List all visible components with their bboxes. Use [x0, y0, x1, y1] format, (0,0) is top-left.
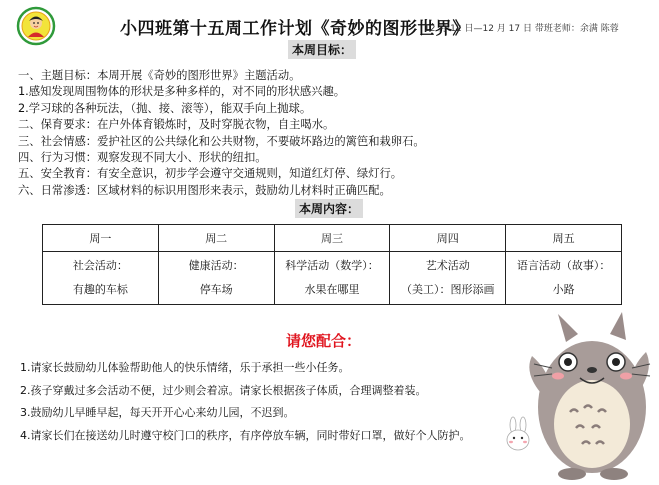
activity-title: 小路 — [552, 283, 575, 296]
table-header-row — [43, 225, 622, 252]
day-header: 周一 — [43, 225, 159, 252]
page-title: 小四班第十五周工作计划《奇妙的图形世界》 — [120, 19, 470, 39]
activity-cell — [43, 252, 159, 305]
activity-cell — [390, 252, 506, 305]
day-header: 周二 — [158, 225, 274, 252]
goal-item: 五、安全教育：有安全意识，初步学会遵守交通规则，知道红灯停、绿灯行。 — [18, 167, 403, 181]
table-row — [43, 252, 622, 305]
goal-item: 2.学习球的各种玩法，（抛、接、滚等），能双手向上抛球。 — [18, 101, 312, 115]
parent-notes-list — [20, 357, 471, 447]
goal-item: 二、保育要求：在户外体育锻炼时，及时穿脱衣物，自主喝水。 — [18, 118, 335, 132]
day-header: 周三 — [274, 225, 390, 252]
activity-type: 社会活动： — [72, 259, 128, 272]
kindergarten-logo-icon — [16, 6, 56, 46]
day-header: 周四 — [390, 225, 506, 252]
activity-type: 健康活动： — [188, 259, 244, 272]
cooperate-heading: 请您配合： — [286, 332, 362, 350]
day-header: 周五 — [506, 225, 622, 252]
note-item: 2.孩子穿戴过多会活动不便，过少则会着凉。请家长根据孩子体质，合理调整着装。 — [20, 383, 427, 397]
weekly-schedule-table — [42, 224, 622, 305]
goal-item: 三、社会情感：爱护社区的公共绿化和公共财物，不要破坏路边的篱笆和栽卵石。 — [18, 134, 425, 148]
date-range-teachers: 12 月 12 日—12 月 17 日 带班老师：余满 陈蓉 — [424, 24, 619, 34]
goal-item: 一、主题目标：本周开展《奇妙的图形世界》主题活动。 — [18, 69, 301, 82]
goals-list — [18, 68, 425, 199]
goal-item: 四、行为习惯：观察发现不同大小、形状的纽扣。 — [18, 150, 267, 164]
activity-cell — [506, 252, 622, 305]
bunny-illustration — [503, 416, 533, 452]
note-item: 3.鼓励幼儿早睡早起，每天开开心心来幼儿园，不迟到。 — [20, 406, 295, 419]
activity-cell — [158, 252, 274, 305]
activity-cell — [274, 252, 390, 305]
activity-title: 有趣的车标 — [72, 283, 128, 296]
activity-title: 水果在哪里 — [304, 283, 360, 296]
note-item: 4.请家长们在接送幼儿时遵守校门口的秩序，有序停放车辆，同时带好口罩，做好个人防护。 — [20, 428, 471, 442]
goals-heading: 本周目标： — [288, 40, 356, 59]
activity-title: 停车场 — [199, 283, 233, 296]
activity-type: 语言活动（故事）： — [516, 259, 611, 272]
content-heading: 本周内容： — [295, 199, 363, 218]
note-item: 1.请家长鼓励幼儿体验帮助他人的快乐情绪，乐于承担一些小任务。 — [20, 361, 350, 374]
totoro-illustration — [522, 312, 654, 482]
activity-type: 科学活动（数学）： — [285, 259, 379, 272]
goal-item: 六、日常渗透：区域材料的标识用图形来表示，鼓励幼儿材料时正确匹配。 — [18, 183, 391, 197]
activity-title: （美工）：图形添画 — [401, 283, 495, 296]
activity-type: 艺术活动 — [425, 259, 470, 272]
goal-item: 1.感知发现周围物体的形状是多种多样的，对不同的形状感兴趣。 — [18, 85, 346, 99]
